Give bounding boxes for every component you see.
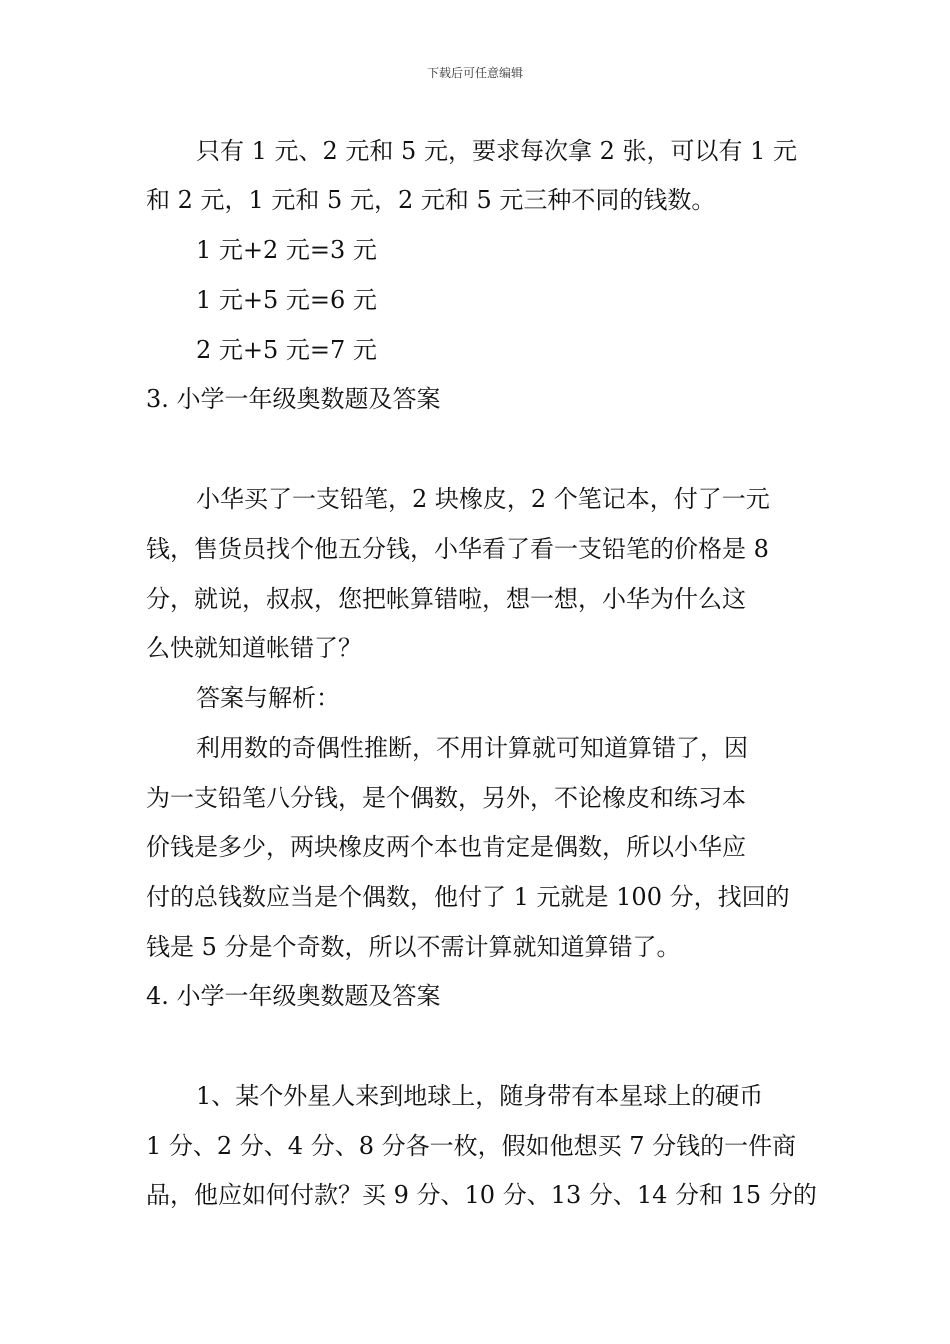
section-heading: 3. 小学一年级奥数题及答案 xyxy=(146,385,441,413)
paragraph-line: 品，他应如何付款？买 9 分、10 分、13 分、14 分和 15 分的 xyxy=(146,1181,817,1209)
paragraph-line: 分，就说，叔叔，您把帐算错啦，想一想，小华为什么这 xyxy=(146,585,746,613)
equation-line: 1 元+2 元=3 元 xyxy=(196,236,377,264)
answer-label: 答案与解析： xyxy=(196,684,340,712)
paragraph-line: 1 分、2 分、4 分、8 分各一枚，假如他想买 7 分钱的一件商 xyxy=(146,1132,797,1160)
equation-line: 1 元+5 元=6 元 xyxy=(196,286,377,314)
paragraph-line: 付的总钱数应当是个偶数，他付了 1 元就是 100 分，找回的 xyxy=(146,883,790,911)
paragraph-line: 钱是 5 分是个奇数，所以不需计算就知道算错了。 xyxy=(146,933,681,961)
paragraph-line: 利用数的奇偶性推断，不用计算就可知道算错了，因 xyxy=(196,734,748,762)
paragraph-line: 小华买了一支铅笔，2 块橡皮，2 个笔记本，付了一元 xyxy=(196,485,770,513)
section-heading: 4. 小学一年级奥数题及答案 xyxy=(146,982,441,1010)
paragraph-line: 只有 1 元、2 元和 5 元，要求每次拿 2 张，可以有 1 元 xyxy=(196,137,798,165)
equation-line: 2 元+5 元=7 元 xyxy=(196,336,377,364)
paragraph-line: 价钱是多少，两块橡皮两个本也肯定是偶数，所以小华应 xyxy=(146,833,746,861)
paragraph-line: 钱，售货员找个他五分钱，小华看了看一支铅笔的价格是 8 xyxy=(146,535,769,563)
paragraph-line: 为一支铅笔八分钱，是个偶数，另外，不论橡皮和练习本 xyxy=(146,784,746,812)
paragraph-line: 1、某个外星人来到地球上，随身带有本星球上的硬币 xyxy=(196,1082,764,1110)
page-header: 下载后可任意编辑 xyxy=(426,66,523,80)
paragraph-line: 和 2 元，1 元和 5 元，2 元和 5 元三种不同的钱数。 xyxy=(146,186,716,214)
paragraph-line: 么快就知道帐错了？ xyxy=(146,634,362,662)
